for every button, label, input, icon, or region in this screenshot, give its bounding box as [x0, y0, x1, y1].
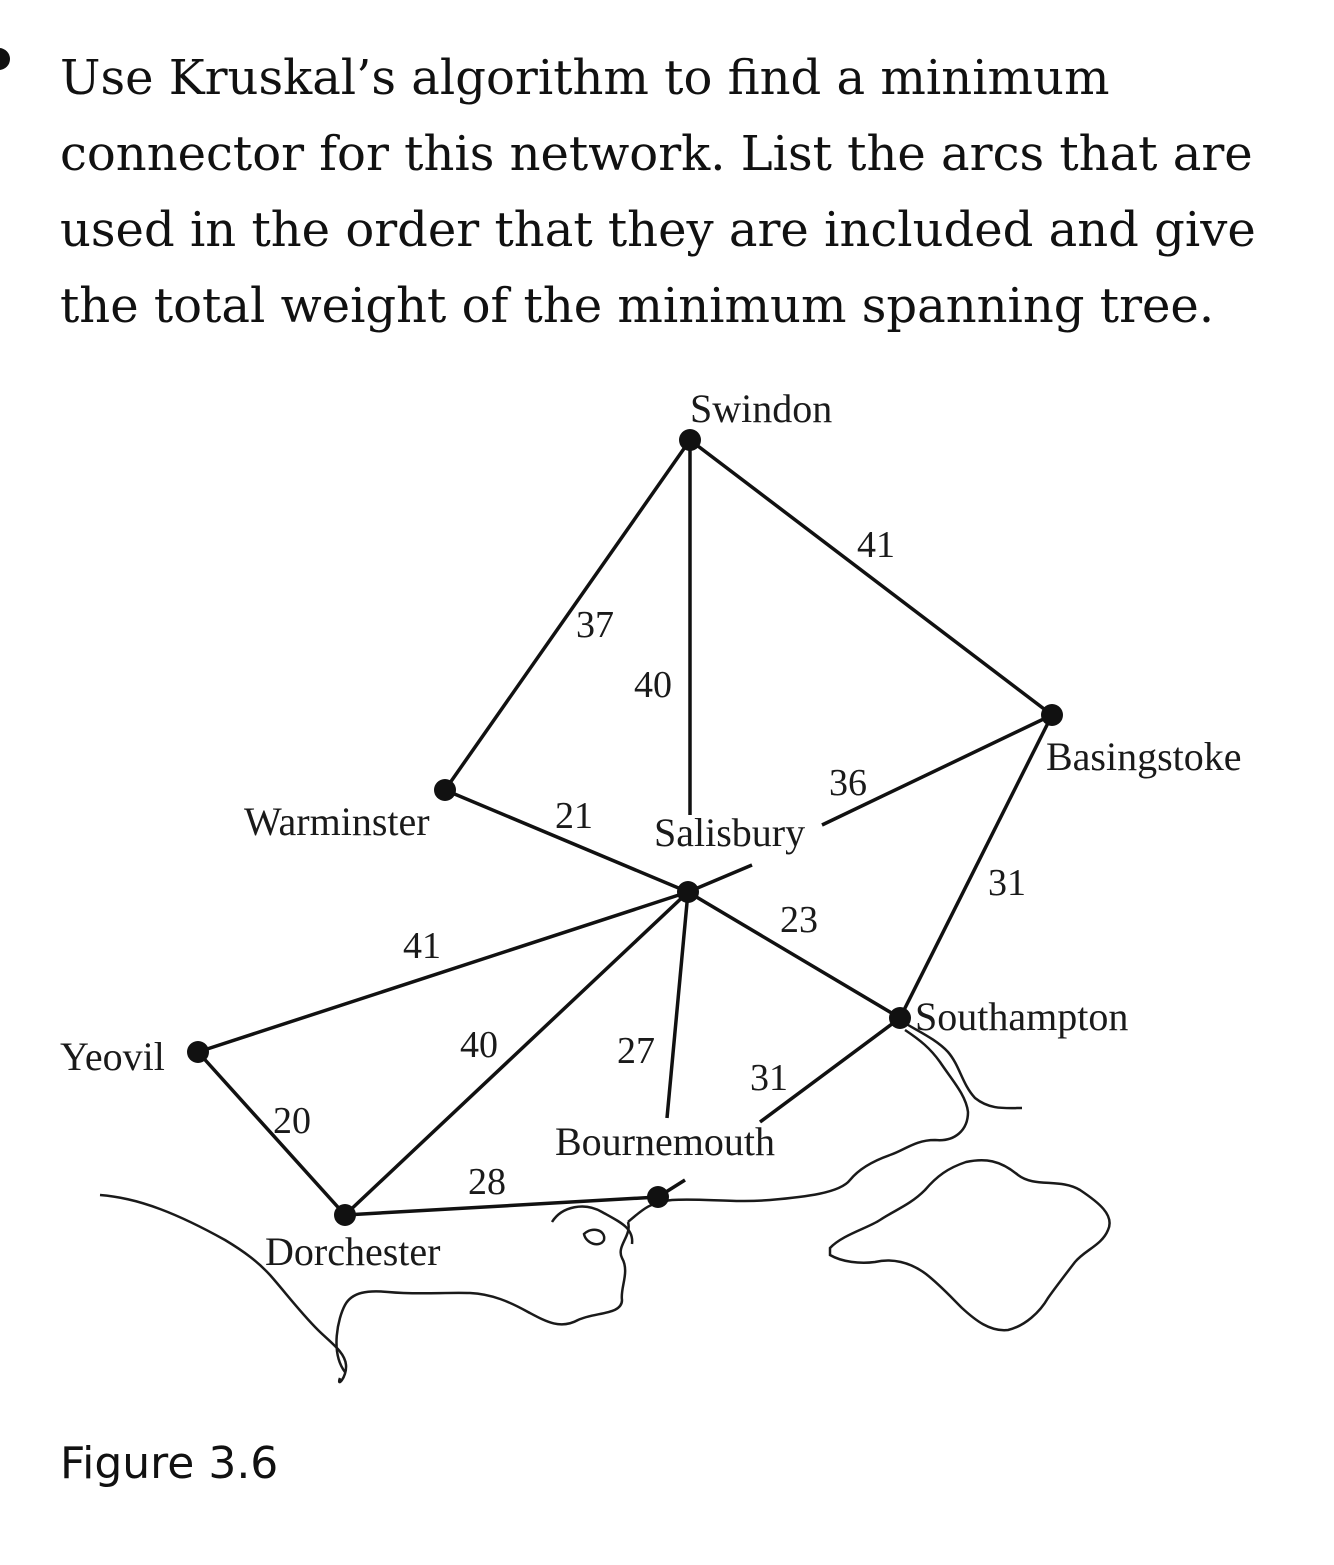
weight-southampton-bournemouth: 31: [750, 1057, 788, 1099]
edge-weight-labels: [273, 524, 1026, 1203]
weight-swindon-salisbury: 40: [634, 664, 672, 706]
edge-yeovil-dorchester: [198, 1052, 345, 1215]
label-swindon: Swindon: [690, 386, 833, 431]
label-bournemouth: Bournemouth: [555, 1119, 775, 1164]
label-warminster: Warminster: [244, 799, 430, 844]
weight-swindon-basingstoke: 41: [857, 524, 895, 566]
edge-salisbury-bournemouth: [667, 892, 688, 1118]
weight-salisbury-dorchester: 40: [460, 1024, 498, 1066]
label-yeovil: Yeovil: [60, 1034, 165, 1079]
label-basingstoke: Basingstoke: [1046, 734, 1242, 779]
edge-swindon-basingstoke: [690, 440, 1052, 715]
label-dorchester: Dorchester: [265, 1229, 441, 1274]
edge-basingstoke-southampton: [900, 715, 1052, 1018]
weight-swindon-warminster: 37: [576, 604, 614, 646]
question-line-1: Use Kruskal’s algorithm to find a minimum: [60, 50, 1110, 106]
weight-salisbury-yeovil: 41: [403, 925, 441, 967]
question-line-4: the total weight of the minimum spanning tree.: [60, 278, 1215, 334]
node-labels: [60, 386, 1242, 1274]
weight-yeovil-dorchester: 20: [273, 1100, 311, 1142]
weight-basingstoke-southampton: 31: [988, 862, 1026, 904]
label-southampton: Southampton: [915, 994, 1129, 1039]
figure-caption: Figure 3.6: [60, 1438, 279, 1489]
edge-salisbury-yeovil: [198, 892, 688, 1052]
node-dorchester: [334, 1204, 356, 1226]
node-basingstoke: [1041, 704, 1063, 726]
node-salisbury: [677, 881, 699, 903]
weight-salisbury-basingstoke: 36: [829, 762, 867, 804]
weight-salisbury-southampton: 23: [780, 899, 818, 941]
node-warminster: [434, 779, 456, 801]
weight-salisbury-bournemouth: 27: [617, 1030, 655, 1072]
weight-dorchester-bournemouth: 28: [468, 1161, 506, 1203]
node-swindon: [679, 429, 701, 451]
weight-warminster-salisbury: 21: [555, 795, 593, 837]
node-southampton: [889, 1007, 911, 1029]
node-bournemouth: [647, 1186, 669, 1208]
edge-swindon-warminster: [445, 440, 690, 790]
label-salisbury: Salisbury: [654, 810, 806, 855]
question-line-2: connector for this network. List the arcs that are: [60, 126, 1253, 182]
question-line-3: used in the order that they are included and give: [60, 202, 1256, 258]
node-yeovil: [187, 1041, 209, 1063]
